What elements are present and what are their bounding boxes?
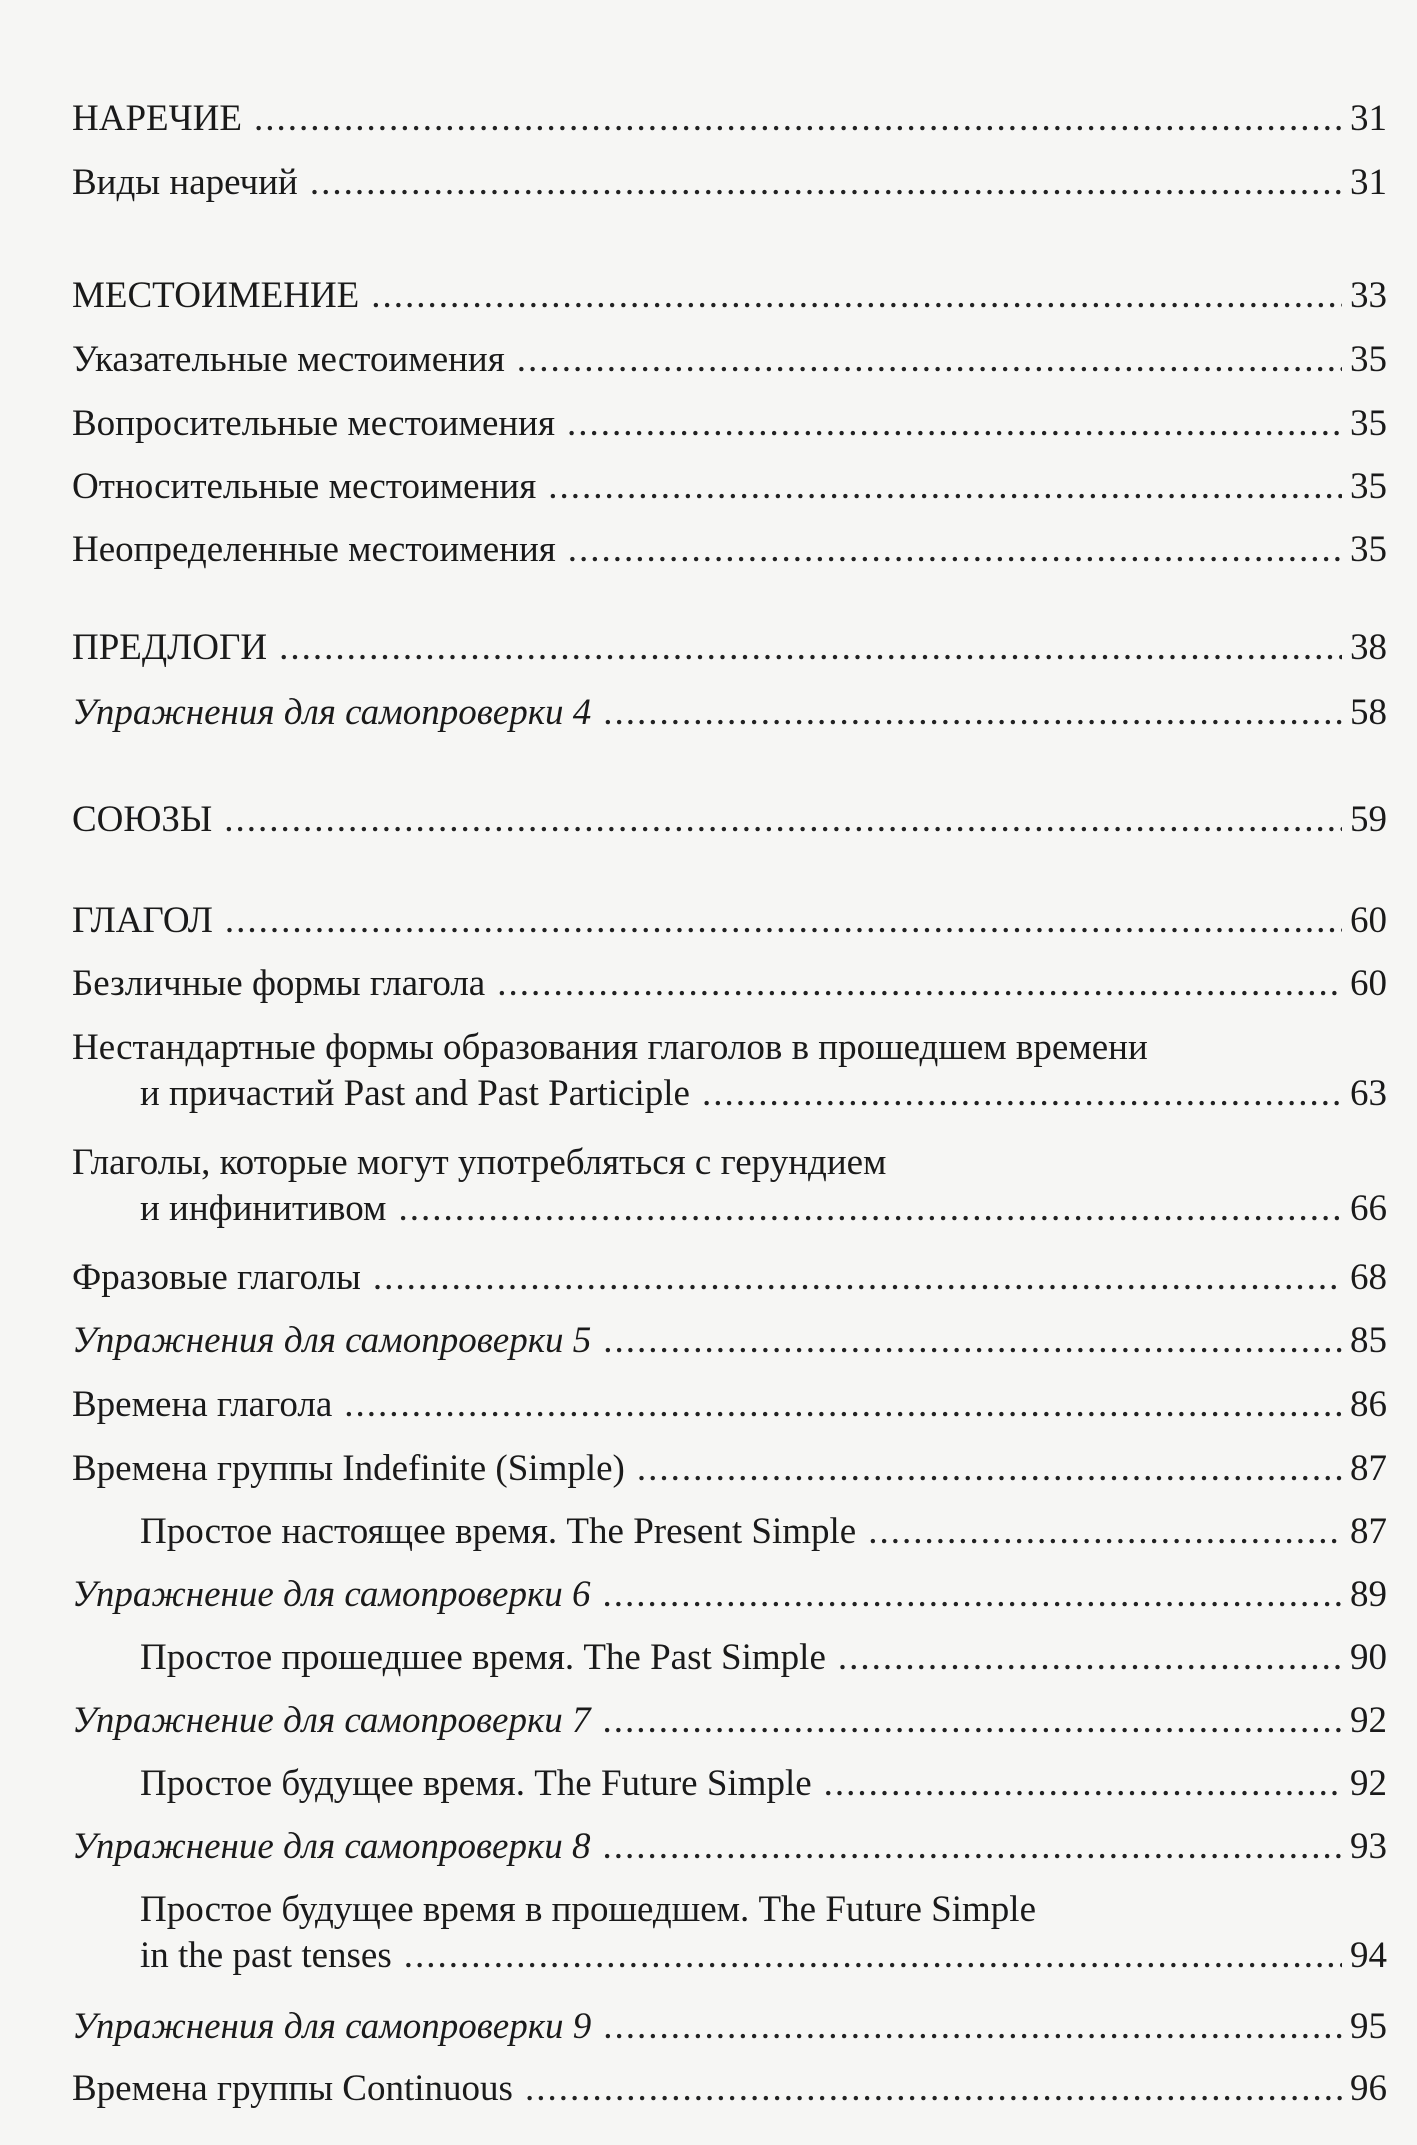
toc-entry: [72, 401, 1387, 447]
toc-entry-title: Упражнение для самопроверки 6: [72, 1574, 591, 1615]
toc-entry: [72, 961, 1387, 1007]
toc-entry-page: 35: [1350, 339, 1387, 380]
toc-entry-prepositions: [72, 625, 1387, 671]
dot-leader: [603, 1698, 1342, 1744]
toc-entry-title: Упражнения для самопроверки 9: [72, 2006, 592, 2047]
toc-entry-page: 96: [1350, 2068, 1387, 2109]
dot-leader: [603, 1572, 1342, 1618]
dot-leader: [371, 273, 1342, 319]
toc-entry-title: Простое будущее время. The Future Simple: [140, 1763, 812, 1804]
toc-entry-title: Указательные местоимения: [72, 339, 505, 380]
dot-leader: [824, 1761, 1342, 1807]
toc-entry: [72, 337, 1387, 383]
toc-entry-page: 33: [1350, 275, 1387, 316]
toc-entry-title: Упражнения для самопроверки 5: [72, 1320, 592, 1361]
toc-entry-page: 35: [1350, 466, 1387, 507]
toc-entry-exercise: [72, 1572, 1387, 1618]
toc-entry-title: МЕСТОИМЕНИЕ: [72, 275, 360, 316]
dot-leader: [344, 1382, 1342, 1428]
toc-entry-page: 38: [1350, 627, 1387, 668]
dot-leader: [603, 1824, 1342, 1870]
dot-leader: [224, 797, 1342, 843]
dot-leader: [373, 1255, 1342, 1301]
toc-entry-title: Неопределенные местоимения: [72, 529, 556, 570]
toc-entry-multiline: [72, 1140, 1387, 1232]
toc-entry-title: Виды наречий: [72, 162, 298, 203]
toc-entry-title: Упражнения для самопроверки 4: [72, 692, 592, 733]
toc-entry-page: 68: [1350, 1257, 1387, 1298]
toc-entry-title-line: Простое будущее время в прошедшем. The Future Simple: [140, 1889, 1037, 1930]
dot-leader: [525, 2066, 1342, 2112]
toc-entry-exercise: [72, 690, 1387, 736]
dot-leader: [517, 337, 1342, 383]
toc-entry-title: Упражнение для самопроверки 7: [72, 1700, 591, 1741]
toc-entry-page: 87: [1350, 1448, 1387, 1489]
toc-entry-page: 31: [1350, 98, 1387, 139]
toc-entry-title: и причастий Past and Past Participle: [140, 1073, 690, 1114]
dot-leader: [279, 625, 1342, 671]
toc-entry-exercise: [72, 2004, 1387, 2050]
dot-leader: [603, 690, 1342, 736]
dot-leader: [567, 401, 1342, 447]
toc-entry-page: 93: [1350, 1826, 1387, 1867]
toc-entry-title: СОЮЗЫ: [72, 799, 213, 840]
dot-leader: [603, 1318, 1342, 1364]
dot-leader: [548, 464, 1342, 510]
dot-leader: [603, 2004, 1342, 2050]
toc-entry-pronoun: [72, 273, 1387, 319]
toc-entry-title: и инфинитивом: [140, 1188, 387, 1229]
toc-entry-page: 89: [1350, 1574, 1387, 1615]
toc-entry-page: 94: [1350, 1935, 1387, 1976]
toc-entry-sub: [72, 1761, 1387, 1807]
toc-entry-sub: [72, 1509, 1387, 1555]
dot-leader: [254, 96, 1342, 142]
toc-entry-page: 31: [1350, 162, 1387, 203]
toc-entry-title: Времена группы Continuous: [72, 2068, 513, 2109]
toc-entry-verb: [72, 898, 1387, 944]
dot-leader: [404, 1933, 1342, 1979]
toc-entry-page: 86: [1350, 1384, 1387, 1425]
toc-entry-title: Безличные формы глагола: [72, 963, 486, 1004]
toc-entry-exercise: [72, 1824, 1387, 1870]
toc-entry-conjunctions: [72, 797, 1387, 843]
dot-leader: [868, 1509, 1342, 1555]
dot-leader: [398, 1186, 1342, 1232]
toc-entry-title: in the past tenses: [140, 1935, 392, 1976]
toc-entry-title: НАРЕЧИЕ: [72, 98, 242, 139]
dot-leader: [702, 1071, 1342, 1117]
toc-entry-exercise: [72, 1698, 1387, 1744]
dot-leader: [310, 160, 1342, 206]
toc-entry-multiline: [72, 1025, 1387, 1117]
toc-entry: [72, 527, 1387, 573]
toc-entry-title: Простое прошедшее время. The Past Simple: [140, 1637, 826, 1678]
dot-leader: [838, 1635, 1342, 1681]
toc-entry-page: 85: [1350, 1320, 1387, 1361]
dot-leader: [225, 898, 1342, 944]
toc-entry-title: Фразовые глаголы: [72, 1257, 361, 1298]
toc-entry-title: Вопросительные местоимения: [72, 403, 556, 444]
toc-entry: [72, 2066, 1387, 2112]
dot-leader: [497, 961, 1342, 1007]
toc-entry-page: 35: [1350, 529, 1387, 570]
toc-entry-page: 35: [1350, 403, 1387, 444]
toc-entry-page: 66: [1350, 1188, 1387, 1229]
toc-entry-title: ПРЕДЛОГИ: [72, 627, 268, 668]
dot-leader: [637, 1446, 1342, 1492]
toc-entry-exercise: [72, 1318, 1387, 1364]
toc-entry-page: 60: [1350, 963, 1387, 1004]
toc-entry-title-line: Нестандартные формы образования глаголов в прошедшем времени: [72, 1027, 1148, 1068]
toc-entry-page: 63: [1350, 1073, 1387, 1114]
toc-entry-page: 92: [1350, 1700, 1387, 1741]
toc-entry-title: Относительные местоимения: [72, 466, 537, 507]
toc-entry-title: ГЛАГОЛ: [72, 900, 213, 941]
toc-entry-page: 90: [1350, 1637, 1387, 1678]
toc-entry-title: Времена глагола: [72, 1384, 333, 1425]
toc-entry-page: 58: [1350, 692, 1387, 733]
toc-entry-sub: [72, 1635, 1387, 1681]
toc-entry: [72, 1446, 1387, 1492]
toc-entry-multiline: [72, 1887, 1387, 1979]
toc-entry-title: Упражнение для самопроверки 8: [72, 1826, 591, 1867]
toc-entry-title: Времена группы Indefinite (Simple): [72, 1448, 625, 1489]
toc-entry: [72, 1382, 1387, 1428]
toc-entry-title-line: Глаголы, которые могут употребляться с герундием: [72, 1142, 887, 1183]
toc-entry-page: 92: [1350, 1763, 1387, 1804]
dot-leader: [568, 527, 1342, 573]
toc-entry-page: 59: [1350, 799, 1387, 840]
toc-entry: [72, 1255, 1387, 1301]
toc-entry-title: Простое настоящее время. The Present Simple: [140, 1511, 857, 1552]
toc-entry: [72, 160, 1387, 206]
toc-entry-adverb: [72, 96, 1387, 142]
toc-entry-page: 60: [1350, 900, 1387, 941]
toc-entry: [72, 464, 1387, 510]
toc-entry-page: 87: [1350, 1511, 1387, 1552]
toc-entry-page: 95: [1350, 2006, 1387, 2047]
